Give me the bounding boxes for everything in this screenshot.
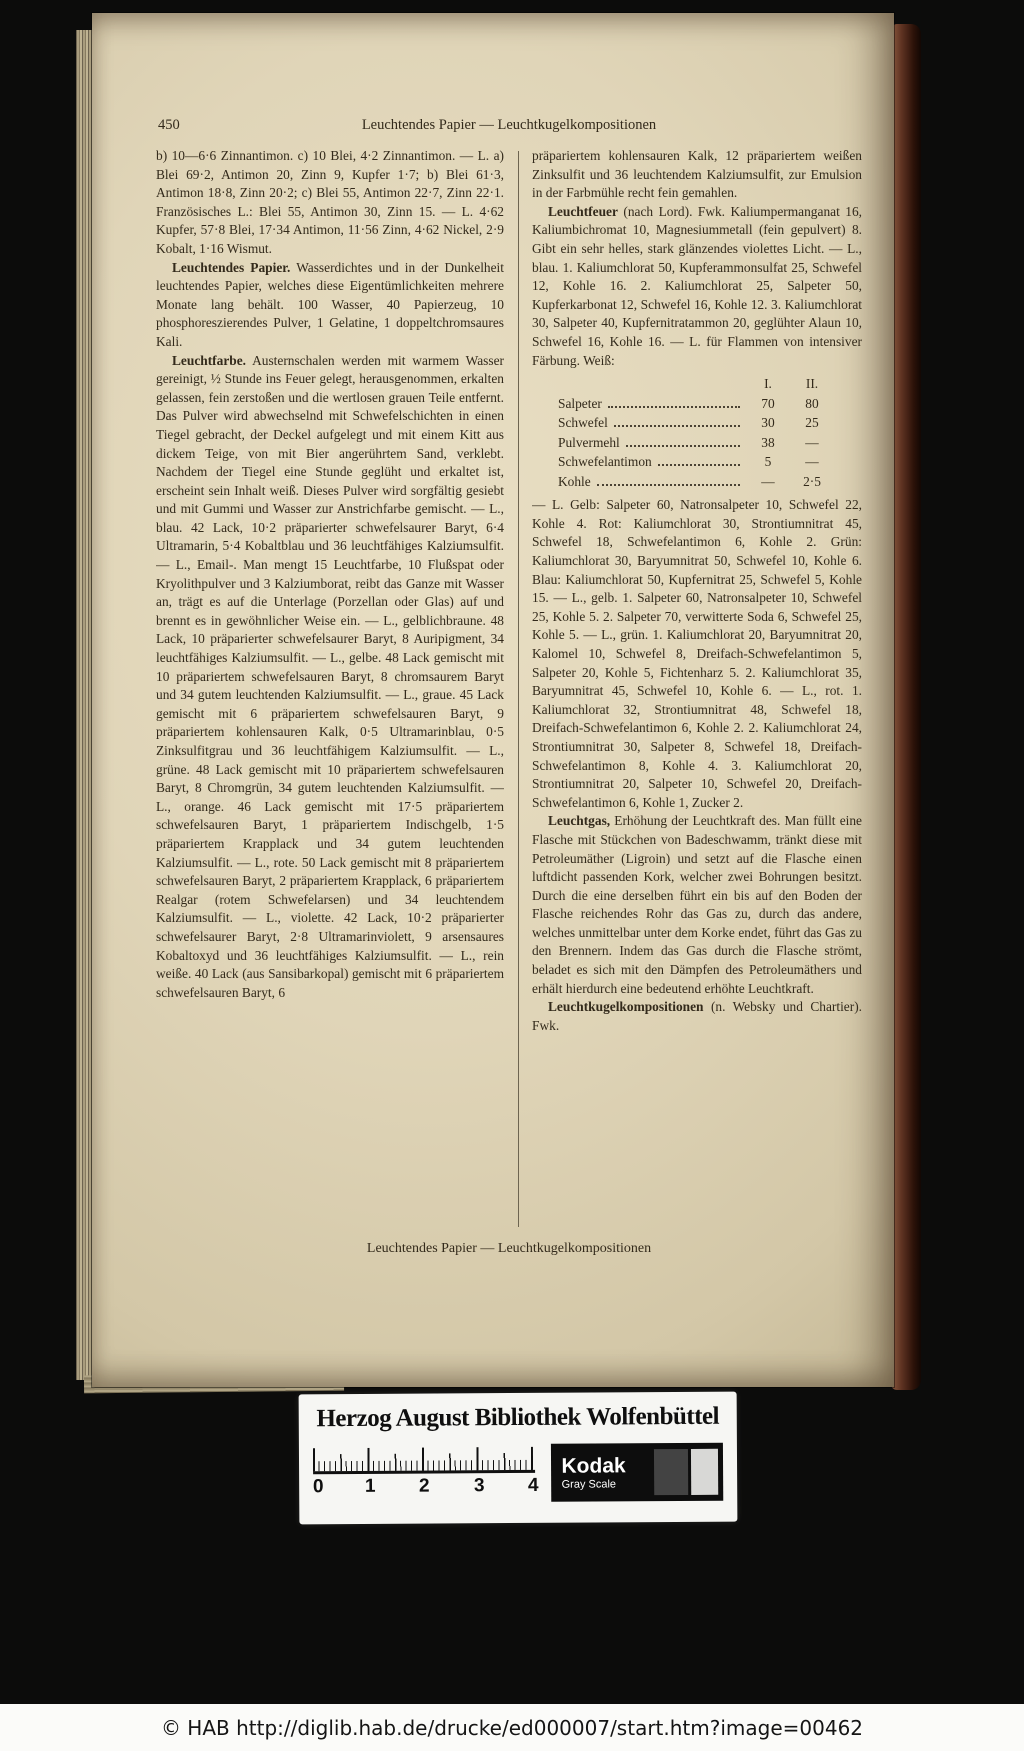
gray-patch-dark [654, 1449, 688, 1495]
table-label: Schwefelantimon [558, 454, 652, 470]
table-value-i: 38 [761, 434, 775, 450]
table-row [558, 433, 834, 453]
table-label: Kohle [558, 473, 591, 489]
measurement-ruler [313, 1441, 544, 1500]
table-value-ii: 2·5 [803, 473, 821, 489]
dot-leader [614, 425, 740, 427]
text-columns [156, 147, 862, 1227]
copyright-caption-bar [0, 1704, 1024, 1751]
paragraph [156, 352, 504, 1003]
book-spine [891, 24, 921, 1390]
page-header [156, 117, 862, 134]
entry-heading: Leuchtendes Papier. [172, 259, 291, 275]
book-page [92, 13, 894, 1387]
entry-heading: Leuchtgas, [548, 813, 611, 829]
library-name: Herzog August Bibliothek Wolfenbüttel [316, 1402, 720, 1433]
paragraph [532, 147, 862, 203]
kodak-gray-scale [551, 1443, 723, 1502]
paragraph-text: b) 10—6·6 Zinnantimon. c) 10 Blei, 4·2 Zinnantimon. — L. a) Blei 69·2, Antimon 20, Zinn 9, Kupfer 1·7; b) Blei 61·3, Antimon 18·8, Zinn 20·2; c) Blei 55, Antimon 22·7, Zinn 22·1. Französisches L.: Blei 55, Antimon 30, Zinn 15. — L. 4·62 Kupfer, 57·8 Blei, 17·34 Antimon, 11·56 Zinn, 4·62 Nickel, 2·9 Kobalt, 1·16 Wismut. [156, 148, 504, 256]
paragraph [532, 998, 862, 1035]
paragraph-text: (n. Websky und Chartier). Fwk. [532, 999, 862, 1033]
column-divider [518, 151, 519, 1227]
paragraph [532, 203, 862, 370]
paragraph-text: — L. Gelb: Salpeter 60, Natronsalpeter 10, Schwefel 22, Kohle 4. Rot: Kaliumchlorat 30, Strontiumnitrat 45, Schwefel 18, Schwefelantimon 6, Kohle 2. Grün: Kaliumchlorat 30, Baryumnitrat 50, Schwefel 10, Kohle 6. Blau: Kaliumchlorat 50, Kupfernitrat 25, Schwefel 5, Kohle 15. — L., gelb. 1. Salpeter 60, Natronsalpeter 10, Schwefel 25, Kohle 5. 2. Salpeter 70, verwitterte Soda 6, Schwefel 25, Kohle 5. — L., grün. 1. Kaliumchlorat 20, Baryumnitrat 20, Kalomel 10, Schwefel 8, Dreifach-Schwefelantimon 5, Salpeter 20, Kohle 5, Fichtenharz 5. 2. Kaliumchlorat 35, Baryumnitrat 45, Schwefel 10, Kohle 6. — L., rot. 1. Kaliumchlorat 32, Strontiumnitrat 48, Schwefel 18, Dreifach-Schwefelantimon 6, Kohle 2. 2. Kaliumchlorat 24, Strontiumnitrat 30, Salpeter 8, Schwefel 18, Dreifach-Schwefelantimon 8, Kohle 4. 3. Kaliumchlorat 20, Strontiumnitrat 20, Salpeter 10, Schwefel 20, Dreifach-Schwefelantimon 6, Kohle 1, Zucker 2. [532, 497, 862, 810]
table-value-ii: 25 [805, 415, 819, 431]
left-column [156, 147, 504, 1227]
library-label-card [299, 1392, 738, 1525]
table-label: Pulvermehl [558, 434, 620, 450]
table-label: Salpeter [558, 395, 602, 411]
ruler-number: 4 [527, 1474, 539, 1496]
dot-leader [597, 484, 740, 486]
dot-leader [608, 406, 740, 408]
table-row [558, 413, 834, 433]
page-edges-left [76, 30, 93, 1380]
table-label: Schwefel [558, 415, 608, 431]
ruler-number: 2 [418, 1475, 430, 1497]
kodak-brand: Kodak [561, 1453, 626, 1478]
ruler-number: 3 [473, 1475, 485, 1497]
paragraph [532, 496, 862, 812]
table-row [558, 394, 834, 414]
ruler-numbers [312, 1473, 539, 1500]
dot-leader [658, 464, 740, 466]
copyright-caption: © HAB http://diglib.hab.de/drucke/ed000007/start.htm?image=00462 [160, 1715, 864, 1740]
table-value-ii: 80 [805, 395, 819, 411]
running-header: Leuchtendes Papier — Leuchtkugelkompositionen [361, 117, 657, 133]
table-col-header-i: I. [764, 376, 772, 392]
table-row [558, 452, 834, 472]
paragraph-text: (nach Lord). Fwk. Kaliumpermanganat 16, Kaliumbichromat 10, Magnesiummetall (fein gepulvert) 8. Gibt ein sehr helles, stark glänzendes violettes Licht. — L., blau. 1. Kaliumchlorat 50, Kupferammonsulfat 25, Schwefel 12, Kohle 16. 2. Kaliumchlorat 25, Salpeter 50, Kupferkarbonat 12, Schwefel 16, Kohle 12. 3. Kaliumchlorat 30, Salpeter 40, Kupfernitratammon 20, geglühter Alaun 10, Schwefel 16, Kohle 16. — L. für Flammen von intensiver Färbung. Weiß: [532, 203, 862, 368]
ruler-number: 1 [364, 1475, 376, 1497]
table-col-header-ii: II. [805, 376, 819, 392]
entry-heading: Leuchtfarbe. [172, 352, 247, 368]
ruler-number: 0 [312, 1476, 324, 1498]
paragraph-text: präpariertem kohlensauren Kalk, 12 präpariertem weißen Zinksulfit und 36 leuchtendem Kalziumsulfit, zur Emulsion in der Farbmühle recht fein gemahlen. [532, 148, 862, 201]
table-value-i: 5 [764, 454, 772, 470]
dot-leader [626, 445, 740, 447]
table-value-ii: — [805, 434, 819, 450]
kodak-text [561, 1455, 654, 1491]
right-column [532, 147, 862, 1227]
paragraph [156, 147, 504, 259]
entry-heading: Leuchtkugelkompositionen [548, 999, 704, 1015]
table-value-ii: — [805, 454, 819, 470]
paragraph [532, 812, 862, 998]
composition-table [558, 375, 834, 491]
table-value-i: 30 [761, 415, 775, 431]
running-footer: Leuchtendes Papier — Leuchtkugelkompositionen [366, 1241, 652, 1256]
entry-heading: Leuchtfeuer [548, 203, 618, 219]
paragraph [156, 259, 504, 352]
label-row [313, 1440, 723, 1504]
ruler-ticks [313, 1447, 535, 1474]
paragraph-text: Erhöhung der Leuchtkraft des. Man füllt eine Flasche mit Stückchen von Badeschwamm, tränkt diese mit Petroleumäther (Ligroin) und setzt auf die Flasche einen luftdicht passenden Kork, welcher zwei Bohrungen besitzt. Durch die eine derselben führt ein bis auf den Boden der Flasche reichendes Rohr das Gas zu, durch das andere, welches unmittelbar unter dem Korke endet, führt das Gas zu den Brennern. Indem das Gas durch die Flasche strömt, beladet es sich mit den Dämpfen des Petroleumäthers und erhält hierdurch eine bedeutend erhöhte Leuchtkraft. [532, 813, 862, 996]
table-row [558, 472, 834, 492]
paragraph-text: Wasserdichtes und in der Dunkelheit leuchtendes Papier, welches diese Eigentümlichkeiten mehrere Monate lang behält. 100 Wasser, 40 Papierzeug, 10 phosphoreszierendes Pulver, 1 Gelatine, 1 doppeltchromsaures Kali. [156, 259, 504, 349]
paragraph-text: Austernschalen werden mit warmem Wasser gereinigt, ½ Stunde ins Feuer gelegt, herausgenommen, erkalten gelassen, fein zerstoßen und die wertlosen grauen Teile entfernt. Das Pulver wird abwechselnd mit Schwefelschichten in einen Tiegel gebracht, der Deckel aufgelegt und mit einem Kitt aus dickem Teige, von mit Bier angerührtem Sand, verklebt. Nachdem der Tiegel eine Stunde geglüht und erkaltet ist, erscheint sein Inhalt weiß. Dieses Pulver wird sorgfältig gesiebt und mit Gummi und Wasser zur Anstrichfarbe gemischt. — L., blau. 42 Lack, 10·2 präparierter schwefelsaurer Baryt, 6·4 Ultramarin, 5·4 Kobaltblau und 36 leuchtfähiges Kalziumsulfit. — L., Email-. Man mengt 15 Leuchtfarbe, 10 Flußspat oder Kryolithpulver und 3 Kalziumborat, reibt das Ganze mit Wasser an, trägt es auf die Unterlage (Porzellan oder Glas) auf und brennt es in gewöhnlicher Weise ein. — L., gelblichbraune. 48 Lack, 10 präparierter schwefelsaurer Baryt, 8 Auripigment, 34 leuchtfähiges Kalziumsulfit. — L., gelbe. 48 Lack gemischt mit 10 präpariertem schwefelsauren Baryt, 8 chromsaurem Baryt und 34 gutem leuchtenden Kalziumsulfit. — L., graue. 45 Lack gemischt mit 6 präpariertem schwefelsauren Baryt, 9 präpariertem kohlensauren Kalk, 0·5 Ultramarinblau, 0·5 Zinksulfitgrau und 36 leuchtfähigem Kalziumsulfit. — L., grüne. 48 Lack gemischt mit 10 präpariertem schwefelsauren Baryt, 8 Chromgrün, 34 gutem leuchtenden Kalziumsulfit. — L., orange. 46 Lack gemischt mit 17·5 präpariertem schwefelsauren Baryt, 1 präpariertem Indischgelb, 1·5 präpariertem Krapplack und 34 gutem leuchtenden Kalziumsulfit. — L., rote. 50 Lack gemischt mit 8 präpariertem schwefelsauren Baryt, 2 präpariertem Krapplack, 6 präpariertem Realgar (rotem Schwefelarsen) und 34 leuchtendem Kalziumsulfit. — L., violette. 42 Lack, 10·2 präparierter schwefelsaurer Baryt, 2·8 Ultramarinviolett, 9 arsensaures Kobaltoxyd und 36 leuchtfähiges Kalziumsulfit. — L., rein weiße. 40 Lack (aus Sansibarkopal) gemischt mit 6 präpariertem schwefelsauren Baryt, 6 [156, 352, 504, 1000]
table-value-i: — [761, 473, 775, 489]
table-value-i: 70 [761, 395, 775, 411]
table-header-row [558, 375, 834, 394]
page-number: 450 [158, 117, 180, 133]
kodak-subtitle: Gray Scale [561, 1477, 617, 1491]
gray-patch-light [691, 1449, 718, 1495]
